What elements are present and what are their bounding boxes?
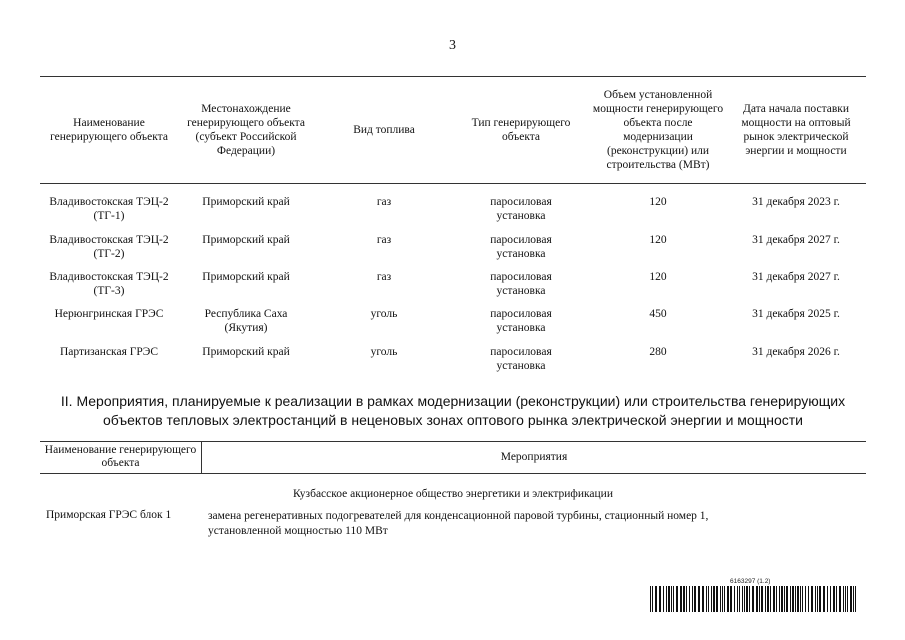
table1-cell-fuel: газ [376, 271, 392, 283]
table2-header-object: Наименование генерирующего объекта [44, 444, 197, 469]
barcode-bar [786, 586, 788, 612]
barcode-bar [706, 586, 707, 612]
table1-cell-capacity: 450 [649, 308, 667, 320]
barcode-bar [795, 586, 796, 612]
document-code: 6163297 (1.2) [730, 578, 771, 585]
barcode-bar [847, 586, 848, 612]
measure-description-line-2: установленной мощностью 110 МВт [208, 525, 388, 537]
table1-cell-date: 31 декабря 2025 г. [752, 308, 840, 320]
barcode-bar [666, 586, 667, 612]
table1-header-capacity: Объем установленной мощности генерирующего объекта после модернизации (реконструкции) или строительства (МВт) [592, 89, 724, 171]
barcode-bar [746, 586, 748, 612]
table1-cell-date: 31 декабря 2027 г. [752, 234, 840, 246]
table1-cell-type: паросиловая установка [490, 196, 552, 222]
barcode-bar [671, 586, 672, 612]
barcode-bar [843, 586, 844, 612]
barcode-bar [737, 586, 738, 612]
barcode-bar [808, 586, 809, 612]
barcode-bar [853, 586, 854, 612]
barcode-bar [698, 586, 700, 612]
table1-cell-capacity: 120 [649, 196, 667, 208]
barcode-bar [676, 586, 678, 612]
table1-cell-date: 31 декабря 2027 г. [752, 271, 840, 283]
barcode-bar [744, 586, 745, 612]
barcode-bar [720, 586, 721, 612]
table1-cell-location: Приморский край [202, 271, 290, 283]
table1-cell-name: Владивостокская ТЭЦ-2 (ТГ-3) [49, 271, 169, 297]
barcode-bar [749, 586, 750, 612]
barcode-bar [767, 586, 769, 612]
barcode-bar [652, 586, 653, 612]
barcode-bar [724, 586, 725, 612]
barcode-bar [756, 586, 758, 612]
barcode-bar [761, 586, 763, 612]
measure-description [208, 509, 808, 539]
barcode-bar [742, 586, 743, 612]
barcode-bar [683, 586, 685, 612]
barcode-bar [727, 586, 729, 612]
table1-header-rule [40, 183, 866, 184]
barcode-bar [770, 586, 771, 612]
barcode-bar [722, 586, 723, 612]
table1-cell-type: паросиловая установка [490, 234, 552, 260]
barcode-bar [790, 586, 791, 612]
table1-cell-capacity: 280 [649, 346, 667, 358]
barcode-bar [650, 586, 651, 612]
barcode-bar [830, 586, 831, 612]
barcode-bar [673, 586, 674, 612]
table1-cell-location: Республика Саха (Якутия) [204, 308, 288, 334]
table1-cell-type: паросиловая установка [490, 271, 552, 297]
barcode-bar [713, 586, 715, 612]
table1-top-rule [40, 76, 866, 77]
table1-header-name: Наименование генерирующего объекта [50, 117, 168, 143]
measure-description-line-1: замена регенеративных подогревателей для конденсационной паровой турбины, стационный номер 1, [208, 510, 709, 522]
table1-cell-fuel: уголь [370, 308, 398, 320]
barcode-bar [817, 586, 818, 612]
barcode-bar [855, 586, 856, 612]
barcode-bar [845, 586, 846, 612]
barcode-bar [752, 586, 754, 612]
barcode-bar [815, 586, 816, 612]
table1-cell-fuel: газ [376, 196, 392, 208]
table1-cell-fuel: уголь [370, 346, 398, 358]
barcode-bar [765, 586, 766, 612]
barcode-bar [692, 586, 693, 612]
barcode-bar [776, 586, 777, 612]
barcode-bar [663, 586, 664, 612]
table1-cell-date: 31 декабря 2026 г. [752, 346, 840, 358]
barcode-bar [800, 586, 801, 612]
barcode-bar [711, 586, 712, 612]
barcode-bar [781, 586, 783, 612]
table1-cell-date: 31 декабря 2023 г. [752, 196, 840, 208]
barcode-bar [850, 586, 852, 612]
table1-cell-capacity: 120 [649, 271, 667, 283]
table1-cell-name: Партизанская ГРЭС [59, 346, 159, 358]
barcode-bar [716, 586, 718, 612]
organization-name: Кузбасское акционерное общество энергетики и электрификации [293, 488, 613, 500]
table1-header-type: Тип генерирующего объекта [471, 117, 571, 143]
barcode-bar [659, 586, 661, 612]
barcode-image [650, 586, 860, 612]
table1-header-location: Местонахождение генерирующего объекта (субъект Российской Федерации) [187, 103, 305, 157]
barcode-bar [792, 586, 794, 612]
table1-cell-location: Приморский край [202, 196, 290, 208]
table1-header-fuel: Вид топлива [353, 124, 415, 136]
barcode-bar [655, 586, 657, 612]
table1-cell-name: Владивостокская ТЭЦ-2 (ТГ-2) [49, 234, 169, 260]
table1-cell-name: Владивостокская ТЭЦ-2 (ТГ-1) [49, 196, 169, 222]
section-title [40, 392, 866, 430]
barcode-bar [730, 586, 732, 612]
barcode-bar [734, 586, 735, 612]
barcode-bar [694, 586, 696, 612]
barcode-bar [805, 586, 806, 612]
table1-cell-fuel: газ [376, 234, 392, 246]
barcode-bar [702, 586, 704, 612]
barcode-bar [797, 586, 799, 612]
table1-cell-location: Приморский край [202, 346, 290, 358]
table1-cell-name: Нерюнгринская ГРЭС [54, 308, 164, 320]
barcode-bar [773, 586, 775, 612]
barcode-bar [739, 586, 740, 612]
table1-cell-type: паросиловая установка [490, 308, 552, 334]
table1-cell-capacity: 120 [649, 234, 667, 246]
barcode-bar [836, 586, 837, 612]
barcode-bar [827, 586, 828, 612]
barcode-bar [811, 586, 813, 612]
measure-object: Приморская ГРЭС блок 1 [46, 509, 172, 521]
barcode-bar [689, 586, 690, 612]
table2-header-measures: Мероприятия [500, 451, 568, 463]
page-number: 3 [449, 38, 456, 53]
barcode-bar [779, 586, 780, 612]
barcode-bar [759, 586, 760, 612]
table1-header-date: Дата начала поставки мощности на оптовый рынок электрической энергии и мощности [741, 103, 851, 157]
barcode-bar [839, 586, 841, 612]
barcode-bar [823, 586, 825, 612]
barcode-bar [784, 586, 785, 612]
barcode-bar [802, 586, 803, 612]
section-title-line-2: объектов тепловых электростанций в неценовых зонах оптового рынка электрической энергии и мощности [103, 412, 803, 428]
barcode-bar [686, 586, 687, 612]
table1-cell-location: Приморский край [202, 234, 290, 246]
table1-cell-type: паросиловая установка [490, 346, 552, 372]
barcode-bar [819, 586, 821, 612]
barcode-bar [668, 586, 670, 612]
barcode-bar [833, 586, 835, 612]
section-title-line-1: II. Мероприятия, планируемые к реализации в рамках модернизации (реконструкции) или строительства генерирующих [60, 393, 846, 409]
barcode-bar [680, 586, 682, 612]
barcode-bar [708, 586, 709, 612]
